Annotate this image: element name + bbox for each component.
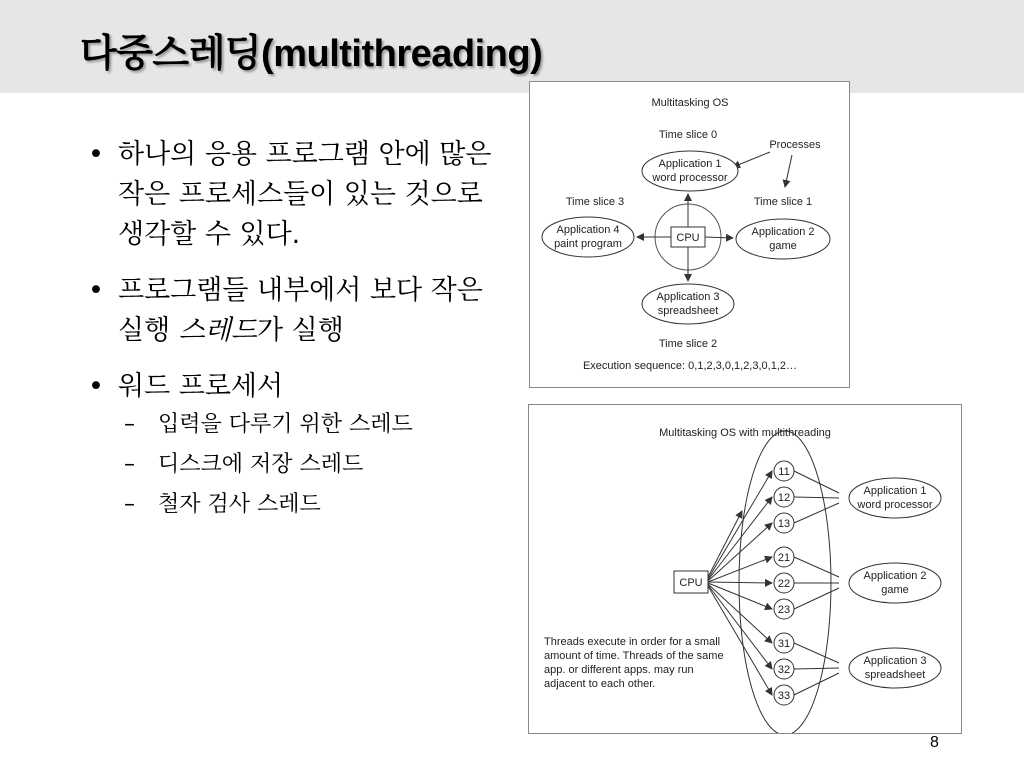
fig2-thread-11 (774, 461, 794, 481)
thread-label: 11 (778, 466, 790, 478)
figure-multitasking-diagram (530, 82, 849, 387)
bullet-text (118, 275, 483, 346)
sub-bullet-item (118, 449, 508, 481)
thread-label: 21 (777, 552, 791, 564)
fig2-thread-13 (774, 513, 794, 533)
fig2-app1-line2: word processor (857, 499, 933, 511)
bullet-item (88, 135, 508, 255)
title-korean: 다중스레딩 (80, 31, 262, 75)
fig2-cpu-label: CPU (679, 577, 703, 589)
dash-marker: – (124, 452, 135, 477)
fig2-app3-bubble (849, 648, 941, 688)
fig2-note-line4: adjacent to each other. (544, 678, 656, 690)
fig1-arrow-right (705, 237, 733, 238)
bullet-text: 워드 프로세서 (118, 371, 284, 402)
thread-label: 31 (777, 638, 791, 650)
fig1-processes-label: Processes (769, 139, 821, 151)
fig1-app1-line2: word processor (652, 172, 728, 184)
fig1-cpu-label: CPU (676, 232, 700, 244)
fig1-slice-2: Time slice 2 (658, 338, 718, 350)
fig2-thread-33 (774, 685, 794, 705)
fig2-note-line1: Threads execute in order for a small (544, 636, 721, 648)
thread-label: 33 (777, 690, 791, 702)
thread-label: 23 (777, 604, 791, 616)
bullet-text: 하나의 응용 프로그램 안에 많은 작은 프로세스들이 있는 것으로 생각할 수 있다. (118, 139, 492, 250)
fig1-sequence: Execution sequence: 0,1,2,3,0,1,2,3,0,1,2… (582, 360, 798, 372)
bullet-item (88, 271, 508, 351)
thread-label: 12 (777, 492, 791, 504)
bullet-text-after: 가 실행 (257, 315, 344, 346)
sub-bullet-item (118, 409, 508, 441)
fig1-processes-arrow-1 (733, 152, 770, 167)
fig1-processes-arrow-2 (785, 155, 792, 187)
bullet-item (88, 367, 508, 521)
fig2-thread-31 (774, 633, 794, 653)
fig2-app2-bubble (849, 563, 941, 603)
fig1-app2-bubble (736, 219, 830, 259)
fig2-thread-23 (774, 599, 794, 619)
figure-multithreading (528, 404, 962, 734)
fig2-thread-22 (774, 573, 794, 593)
thread-label: 13 (777, 518, 791, 530)
fig1-title: Multitasking OS (651, 97, 729, 109)
fig1-app4-line1: Application 4 (556, 224, 620, 236)
fig1-app1-line1: Application 1 (658, 158, 722, 170)
fig2-app-links (794, 471, 839, 695)
fig1-app4-bubble (542, 217, 634, 257)
fig2-thread-12 (774, 487, 794, 507)
fig2-app1-line1: Application 1 (863, 485, 927, 497)
fig2-note-line2: amount of time. Threads of the same (544, 650, 724, 662)
fig2-app1-bubble (849, 478, 941, 518)
fig1-app2-line1: Application 2 (751, 226, 815, 238)
fig1-app1-bubble (642, 151, 738, 191)
fig2-app2-line2: game (881, 584, 909, 596)
sub-bullet-item (118, 489, 508, 521)
fig1-app3-line2: spreadsheet (657, 305, 719, 317)
sub-bullet-text: 디스크에 저장 스레드 (158, 452, 364, 477)
bullet-dot: • (88, 371, 104, 402)
bullet-text-before: 프로그램들 내부에서 보다 작은 실행 (118, 275, 483, 346)
fig1-slice-0: Time slice 0 (658, 129, 718, 141)
thread-label: 32 (777, 664, 791, 676)
fig1-app3-bubble (642, 284, 734, 324)
fig1-slice-3: Time slice 3 (565, 196, 625, 208)
bullet-dot: • (88, 275, 104, 306)
fig2-app3-line1: Application 3 (863, 655, 927, 667)
figure-multitasking (529, 81, 850, 388)
dash-marker: – (124, 412, 135, 437)
slide-title (80, 22, 542, 77)
figure-multithreading-diagram (529, 405, 961, 733)
page-number: 8 (930, 734, 939, 751)
fig1-slice-1: Time slice 1 (753, 196, 813, 208)
fig2-app3-line2: spreadsheet (864, 669, 926, 681)
fig1-app3-line1: Application 3 (656, 291, 720, 303)
fig2-thread-21 (774, 547, 794, 567)
bullet-text-italic: 스레드 (178, 315, 257, 346)
sub-bullet-text: 철자 검사 스레드 (158, 492, 321, 517)
sub-bullet-list (118, 409, 508, 521)
fig2-note-line3: app. or different apps. may run (544, 664, 694, 676)
fig2-app2-line1: Application 2 (863, 570, 927, 582)
fig2-thread-32 (774, 659, 794, 679)
fig1-app4-line2: paint program (554, 238, 622, 250)
thread-label: 22 (777, 578, 791, 590)
dash-marker: – (124, 492, 135, 517)
bullet-dot: • (88, 139, 104, 170)
fig2-title: Multitasking OS with multithreading (659, 427, 831, 439)
bullet-list (88, 135, 508, 537)
sub-bullet-text: 입력을 다루기 위한 스레드 (158, 412, 413, 437)
title-latin: (multithreading) (261, 33, 543, 75)
fig1-app2-line2: game (769, 240, 797, 252)
